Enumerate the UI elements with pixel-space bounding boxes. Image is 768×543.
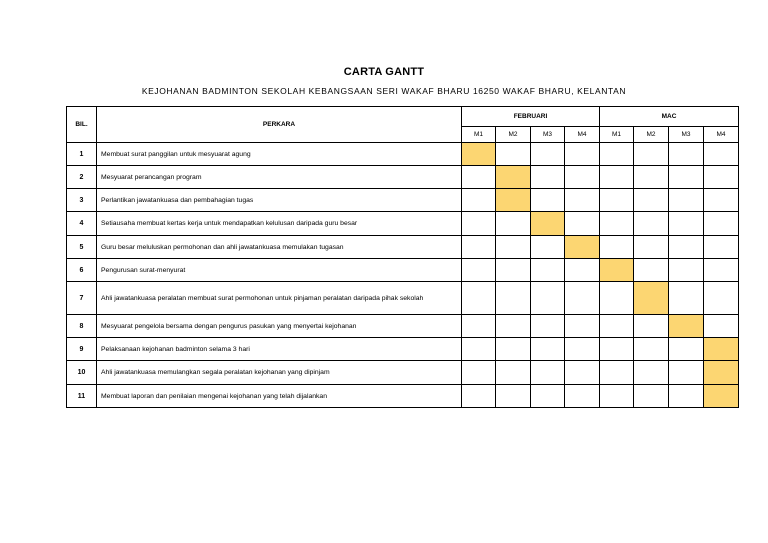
gantt-bar-cell bbox=[496, 166, 531, 189]
gantt-empty-cell bbox=[462, 166, 496, 189]
gantt-empty-cell bbox=[669, 259, 704, 282]
task-row bbox=[67, 259, 739, 282]
task-perkara: Setiausaha membuat kertas kerja untuk mendapatkan kelulusan daripada guru besar bbox=[97, 212, 462, 236]
task-perkara: Pengurusan surat-menyurat bbox=[97, 259, 462, 282]
gantt-empty-cell bbox=[531, 315, 565, 338]
gantt-empty-cell bbox=[496, 259, 531, 282]
gantt-empty-cell bbox=[704, 212, 739, 236]
gantt-empty-cell bbox=[669, 236, 704, 259]
task-bil: 9 bbox=[67, 338, 97, 361]
task-perkara: Membuat surat panggilan untuk mesyuarat agung bbox=[97, 143, 462, 166]
gantt-empty-cell bbox=[565, 189, 600, 212]
gantt-empty-cell bbox=[600, 166, 634, 189]
task-row bbox=[67, 338, 739, 361]
gantt-empty-cell bbox=[462, 282, 496, 315]
task-row bbox=[67, 385, 739, 408]
gantt-empty-cell bbox=[600, 315, 634, 338]
gantt-empty-cell bbox=[565, 385, 600, 408]
gantt-empty-cell bbox=[600, 361, 634, 385]
gantt-empty-cell bbox=[704, 189, 739, 212]
perkara-header: PERKARA bbox=[97, 107, 462, 143]
gantt-empty-cell bbox=[704, 236, 739, 259]
gantt-bar-cell bbox=[704, 361, 739, 385]
task-row bbox=[67, 236, 739, 259]
gantt-empty-cell bbox=[634, 212, 669, 236]
gantt-empty-cell bbox=[704, 143, 739, 166]
gantt-empty-cell bbox=[669, 282, 704, 315]
gantt-table bbox=[66, 106, 739, 408]
task-row bbox=[67, 282, 739, 315]
task-perkara: Mesyuarat pengelola bersama dengan pengurus pasukan yang menyertai kejohanan bbox=[97, 315, 462, 338]
week-header: M2 bbox=[496, 127, 531, 143]
gantt-empty-cell bbox=[462, 212, 496, 236]
bil-header: BIL. bbox=[67, 107, 97, 143]
gantt-empty-cell bbox=[704, 315, 739, 338]
gantt-empty-cell bbox=[634, 338, 669, 361]
gantt-bar-cell bbox=[496, 189, 531, 212]
week-header: M2 bbox=[634, 127, 669, 143]
task-bil: 6 bbox=[67, 259, 97, 282]
week-header: M3 bbox=[531, 127, 565, 143]
gantt-empty-cell bbox=[565, 282, 600, 315]
task-bil: 11 bbox=[67, 385, 97, 408]
gantt-empty-cell bbox=[600, 143, 634, 166]
task-row bbox=[67, 315, 739, 338]
gantt-empty-cell bbox=[531, 385, 565, 408]
task-row bbox=[67, 143, 739, 166]
gantt-empty-cell bbox=[462, 315, 496, 338]
gantt-empty-cell bbox=[634, 236, 669, 259]
gantt-empty-cell bbox=[634, 361, 669, 385]
task-bil: 10 bbox=[67, 361, 97, 385]
gantt-empty-cell bbox=[496, 212, 531, 236]
gantt-empty-cell bbox=[462, 338, 496, 361]
gantt-empty-cell bbox=[634, 385, 669, 408]
task-perkara: Pelaksanaan kejohanan badminton selama 3 hari bbox=[97, 338, 462, 361]
gantt-empty-cell bbox=[634, 166, 669, 189]
gantt-empty-cell bbox=[704, 282, 739, 315]
gantt-empty-cell bbox=[496, 282, 531, 315]
gantt-empty-cell bbox=[531, 282, 565, 315]
gantt-empty-cell bbox=[600, 212, 634, 236]
task-perkara: Guru besar meluluskan permohonan dan ahli jawatankuasa memulakan tugasan bbox=[97, 236, 462, 259]
gantt-empty-cell bbox=[704, 166, 739, 189]
gantt-empty-cell bbox=[531, 361, 565, 385]
gantt-empty-cell bbox=[600, 282, 634, 315]
week-header: M1 bbox=[600, 127, 634, 143]
gantt-empty-cell bbox=[496, 361, 531, 385]
task-bil: 4 bbox=[67, 212, 97, 236]
gantt-empty-cell bbox=[669, 385, 704, 408]
gantt-bar-cell bbox=[462, 143, 496, 166]
gantt-empty-cell bbox=[634, 259, 669, 282]
gantt-empty-cell bbox=[565, 212, 600, 236]
gantt-empty-cell bbox=[531, 236, 565, 259]
gantt-empty-cell bbox=[669, 143, 704, 166]
gantt-empty-cell bbox=[634, 143, 669, 166]
gantt-empty-cell bbox=[531, 189, 565, 212]
gantt-empty-cell bbox=[565, 166, 600, 189]
task-perkara: Ahli jawatankuasa peralatan membuat surat permohonan untuk pinjaman peralatan daripada pihak sekolah bbox=[97, 282, 462, 315]
gantt-bar-cell bbox=[565, 236, 600, 259]
task-perkara: Mesyuarat perancangan program bbox=[97, 166, 462, 189]
gantt-empty-cell bbox=[565, 143, 600, 166]
gantt-empty-cell bbox=[565, 338, 600, 361]
gantt-empty-cell bbox=[669, 189, 704, 212]
gantt-bar-cell bbox=[634, 282, 669, 315]
gantt-empty-cell bbox=[669, 166, 704, 189]
gantt-bar-cell bbox=[704, 385, 739, 408]
gantt-empty-cell bbox=[462, 189, 496, 212]
week-header: M3 bbox=[669, 127, 704, 143]
task-bil: 8 bbox=[67, 315, 97, 338]
gantt-empty-cell bbox=[634, 315, 669, 338]
gantt-empty-cell bbox=[496, 338, 531, 361]
gantt-empty-cell bbox=[531, 259, 565, 282]
chart-subtitle: KEJOHANAN BADMINTON SEKOLAH KEBANGSAAN SERI WAKAF BHARU 16250 WAKAF BHARU, KELANTAN bbox=[141, 86, 627, 96]
gantt-bar-cell bbox=[669, 315, 704, 338]
gantt-bar-cell bbox=[704, 338, 739, 361]
task-bil: 7 bbox=[67, 282, 97, 315]
task-bil: 1 bbox=[67, 143, 97, 166]
week-header: M4 bbox=[565, 127, 600, 143]
gantt-empty-cell bbox=[565, 361, 600, 385]
gantt-empty-cell bbox=[462, 259, 496, 282]
task-row bbox=[67, 189, 739, 212]
gantt-empty-cell bbox=[462, 385, 496, 408]
chart-title: CARTA GANTT bbox=[343, 66, 425, 78]
task-bil: 5 bbox=[67, 236, 97, 259]
task-row bbox=[67, 212, 739, 236]
task-row bbox=[67, 166, 739, 189]
gantt-empty-cell bbox=[634, 189, 669, 212]
gantt-bar-cell bbox=[531, 212, 565, 236]
gantt-empty-cell bbox=[600, 236, 634, 259]
gantt-empty-cell bbox=[531, 143, 565, 166]
gantt-empty-cell bbox=[704, 259, 739, 282]
gantt-empty-cell bbox=[462, 236, 496, 259]
task-row bbox=[67, 361, 739, 385]
gantt-bar-cell bbox=[600, 259, 634, 282]
gantt-empty-cell bbox=[600, 189, 634, 212]
gantt-empty-cell bbox=[600, 338, 634, 361]
week-header: M4 bbox=[704, 127, 739, 143]
gantt-empty-cell bbox=[669, 212, 704, 236]
gantt-empty-cell bbox=[565, 315, 600, 338]
task-bil: 3 bbox=[67, 189, 97, 212]
gantt-empty-cell bbox=[600, 385, 634, 408]
task-perkara: Membuat laporan dan penilaian mengenai kejohanan yang telah dijalankan bbox=[97, 385, 462, 408]
month-header-februari: FEBRUARI bbox=[462, 107, 600, 127]
gantt-empty-cell bbox=[565, 259, 600, 282]
gantt-empty-cell bbox=[462, 361, 496, 385]
gantt-empty-cell bbox=[496, 143, 531, 166]
task-perkara: Ahli jawatankuasa memulangkan segala peralatan kejohanan yang dipinjam bbox=[97, 361, 462, 385]
gantt-empty-cell bbox=[496, 385, 531, 408]
gantt-empty-cell bbox=[531, 166, 565, 189]
task-perkara: Perlantikan jawatankuasa dan pembahagian tugas bbox=[97, 189, 462, 212]
gantt-empty-cell bbox=[496, 315, 531, 338]
gantt-empty-cell bbox=[496, 236, 531, 259]
task-bil: 2 bbox=[67, 166, 97, 189]
week-header: M1 bbox=[462, 127, 496, 143]
gantt-empty-cell bbox=[669, 338, 704, 361]
gantt-empty-cell bbox=[669, 361, 704, 385]
gantt-empty-cell bbox=[531, 338, 565, 361]
month-header-mac: MAC bbox=[600, 107, 739, 127]
